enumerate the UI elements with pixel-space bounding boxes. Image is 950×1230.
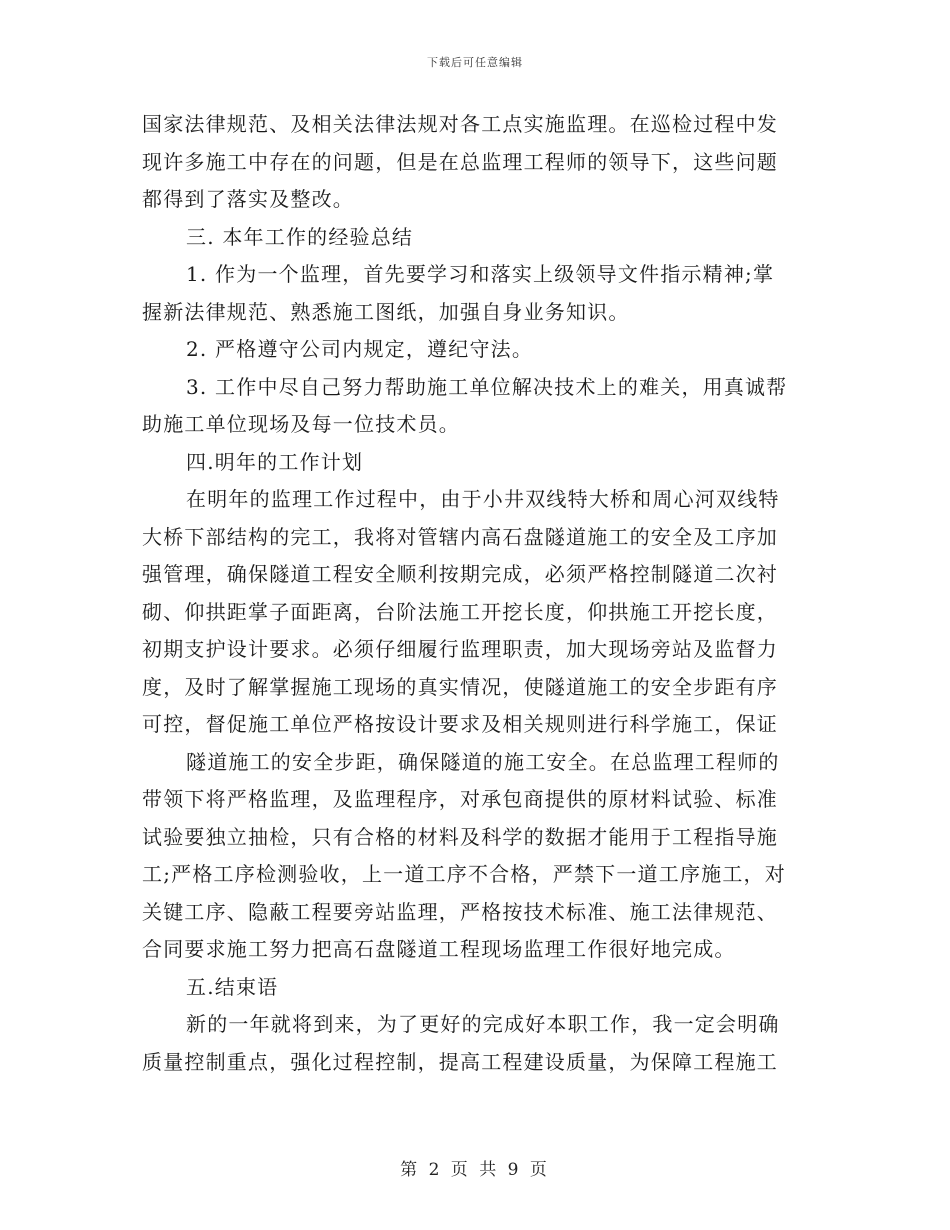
- text-line: 五.结束语: [186, 974, 279, 999]
- text-line: 关键工序、隐蔽工程要旁站监理，严格按技术标准、施工法律规范、: [142, 899, 778, 924]
- text-line: 现许多施工中存在的问题，但是在总监理工程师的领导下，这些问题: [142, 149, 778, 174]
- text-line: 带领下将严格监理，及监理程序，对承包商提供的原材料试验、标准: [142, 787, 778, 811]
- text-line: 1. 作为一个监理，首先要学习和落实上级领导文件指示精神;掌: [186, 262, 775, 286]
- text-line: 新的一年就将到来，为了更好的完成好本职工作，我一定会明确: [186, 1012, 780, 1036]
- text-line: 三. 本年工作的经验总结: [186, 224, 414, 249]
- text-line: 2. 严格遵守公司内规定，遵纪守法。: [186, 337, 534, 361]
- text-line: 隧道施工的安全步距，确保隧道的施工安全。在总监理工程师的: [186, 749, 780, 774]
- text-line: 在明年的监理工作过程中，由于小井双线特大桥和周心河双线特: [186, 487, 780, 511]
- text-line: 初期支护设计要求。必须仔细履行监理职责，加大现场旁站及监督力: [142, 637, 778, 661]
- document-body: [142, 106, 810, 1081]
- text-line: 3. 工作中尽自己努力帮助施工单位解决技术上的难关，用真诚帮: [186, 374, 788, 399]
- text-line: 强管理，确保隧道工程安全顺利按期完成，必须严格控制隧道二次衬: [142, 562, 778, 586]
- text-line: 助施工单位现场及每一位技术员。: [142, 412, 460, 436]
- text-line: 握新法律规范、熟悉施工图纸，加强自身业务知识。: [142, 299, 630, 324]
- page-header-note: 下载后可任意编辑: [427, 56, 523, 69]
- text-line: 大桥下部结构的完工，我将对管辖内高石盘隧道施工的安全及工序加: [142, 524, 778, 549]
- text-line: 国家法律规范、及相关法律法规对各工点实施监理。在巡检过程中发: [142, 112, 778, 136]
- text-line: 四.明年的工作计划: [186, 449, 364, 474]
- page-number-footer: 第 2 页 共 9 页: [400, 1160, 550, 1180]
- text-line: 都得到了落实及整改。: [142, 187, 354, 211]
- text-line: 试验要独立抽检，只有合格的材料及科学的数据才能用于工程指导施: [142, 824, 778, 849]
- text-line: 度，及时了解掌握施工现场的真实情况，使隧道施工的安全步距有序: [142, 674, 778, 699]
- text-line: 砌、仰拱距掌子面距离，台阶法施工开挖长度，仰拱施工开挖长度，: [142, 599, 778, 624]
- text-line: 可控，督促施工单位严格按设计要求及相关规则进行科学施工，保证: [142, 712, 778, 736]
- text-line: 质量控制重点，强化过程控制，提高工程建设质量，为保障工程施工: [142, 1049, 778, 1074]
- text-line: 工;严格工序检测验收，上一道工序不合格，严禁下一道工序施工，对: [142, 862, 786, 886]
- text-line: 合同要求施工努力把高石盘隧道工程现场监理工作很好地完成。: [142, 937, 736, 961]
